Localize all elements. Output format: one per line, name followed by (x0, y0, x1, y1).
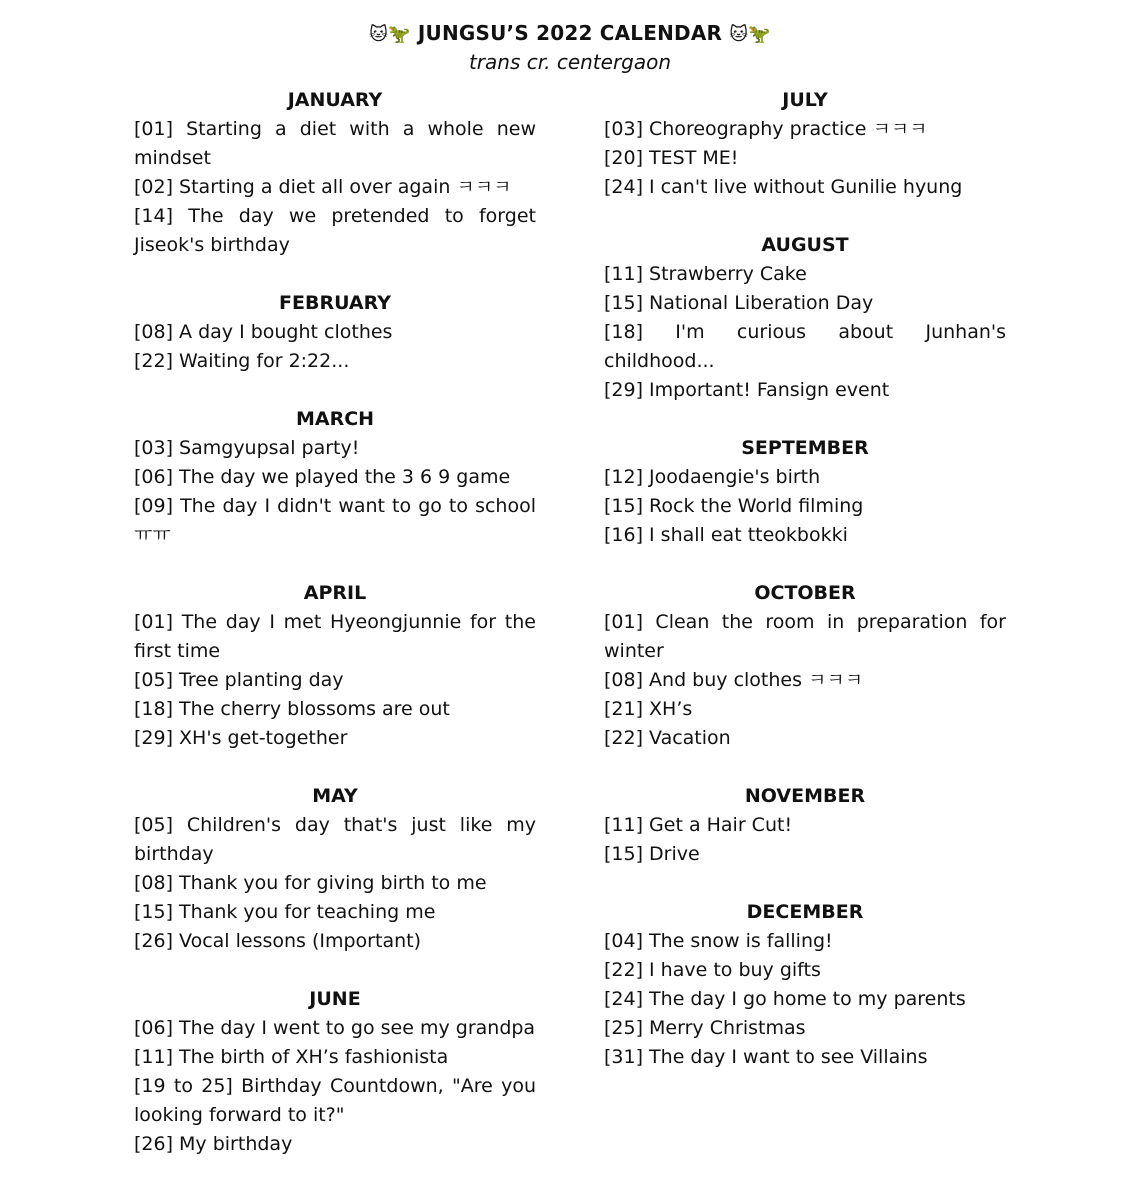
calendar-entry: [09] The day I didn't want to go to school ㅠㅠ (134, 495, 536, 546)
calendar-entry: [22] I have to buy gifts (604, 959, 821, 981)
month-section (134, 984, 536, 1159)
calendar-entry: [12] Joodaengie's birth (604, 466, 821, 488)
calendar-entry: [21] XH’s (604, 698, 693, 720)
calendar-entry: [03] Choreography practice ㅋㅋㅋ (604, 118, 928, 140)
month-section (134, 288, 536, 376)
month-section (604, 578, 1006, 753)
cat-dinosaur-emoji-right: 🐱🦖 (729, 24, 771, 45)
month-section (134, 781, 536, 956)
calendar-entry: [29] XH's get-together (134, 727, 348, 749)
month-section (134, 578, 536, 753)
calendar-entry: [16] I shall eat tteokbokki (604, 524, 848, 546)
month-section (604, 897, 1006, 1072)
month-title: NOVEMBER (744, 785, 866, 807)
month-title: JANUARY (287, 89, 383, 111)
calendar-entry: [11] Get a Hair Cut! (604, 814, 793, 836)
month-title: JULY (782, 89, 828, 111)
calendar-entry: [25] Merry Christmas (604, 1017, 806, 1039)
month-title: APRIL (303, 582, 367, 604)
calendar-entry: [22] Vacation (604, 727, 731, 749)
translation-credit: trans cr. centergaon (468, 50, 672, 74)
month-section (604, 781, 1006, 869)
calendar-entry: [05] Tree planting day (134, 669, 344, 691)
calendar-entry: [15] Thank you for teaching me (134, 901, 436, 923)
month-section (604, 433, 1006, 550)
month-section (604, 230, 1006, 405)
month-title: JUNE (309, 988, 361, 1010)
month-title: FEBRUARY (279, 292, 391, 314)
calendar-entry: [05] Children's day that's just like my birthday (134, 814, 536, 865)
calendar-entry: [06] The day I went to go see my grandpa (134, 1017, 536, 1039)
calendar-entry: [02] Starting a diet all over again ㅋㅋㅋ (134, 176, 512, 198)
calendar-entry: [06] The day we played the 3 6 9 game (134, 466, 511, 488)
month-title: DECEMBER (746, 901, 864, 923)
month-title: AUGUST (761, 234, 849, 256)
calendar-entry: [19 to 25] Birthday Countdown, "Are you looking forward to it?" (134, 1075, 536, 1126)
calendar-entry: [22] Waiting for 2:22... (134, 350, 350, 372)
calendar-entry: [08] Thank you for giving birth to me (134, 872, 487, 894)
calendar-entry: [15] Drive (604, 843, 700, 865)
calendar-entry: [18] I'm curious about Junhan's childhood... (604, 321, 1006, 372)
month-section (134, 85, 536, 260)
calendar-entry: [24] I can't live without Gunilie hyung (604, 176, 963, 198)
calendar-entry: [01] Clean the room in preparation for winter (604, 611, 1006, 662)
calendar-entry: [26] Vocal lessons (Important) (134, 930, 421, 952)
calendar-entry: [03] Samgyupsal party! (134, 437, 360, 459)
calendar-entry: [24] The day I go home to my parents (604, 988, 966, 1010)
month-section (604, 85, 1006, 202)
month-title: MARCH (295, 408, 375, 430)
calendar-entry: [08] And buy clothes ㅋㅋㅋ (604, 669, 864, 691)
right-month-column (604, 85, 1006, 1100)
calendar-entry: [29] Important! Fansign event (604, 379, 890, 401)
calendar-entry: [14] The day we pretended to forget Jiseok's birthday (134, 205, 536, 256)
calendar-entry: [18] The cherry blossoms are out (134, 698, 450, 720)
page-title (0, 18, 1140, 50)
month-section (134, 404, 536, 550)
cat-dinosaur-emoji-left: 🐱🦖 (369, 24, 411, 45)
calendar-entry: [15] Rock the World filming (604, 495, 864, 517)
calendar-entry: [08] A day I bought clothes (134, 321, 393, 343)
month-title: OCTOBER (754, 582, 856, 604)
calendar-entry: [20] TEST ME! (604, 147, 739, 169)
calendar-entry: [01] Starting a diet with a whole new mindset (134, 118, 536, 169)
left-month-column (134, 85, 536, 1187)
calendar-entry: [26] My birthday (134, 1133, 293, 1155)
page-title-text: JUNGSU’S 2022 CALENDAR (417, 21, 723, 45)
calendar-entry: [15] National Liberation Day (604, 292, 874, 314)
calendar-entry: [31] The day I want to see Villains (604, 1046, 928, 1068)
calendar-entry: [11] The birth of XH’s fashionista (134, 1046, 449, 1068)
month-title: SEPTEMBER (741, 437, 869, 459)
calendar-entry: [01] The day I met Hyeongjunnie for the first time (134, 611, 536, 662)
calendar-entry: [04] The snow is falling! (604, 930, 833, 952)
calendar-entry: [11] Strawberry Cake (604, 263, 807, 285)
month-title: MAY (312, 785, 358, 807)
